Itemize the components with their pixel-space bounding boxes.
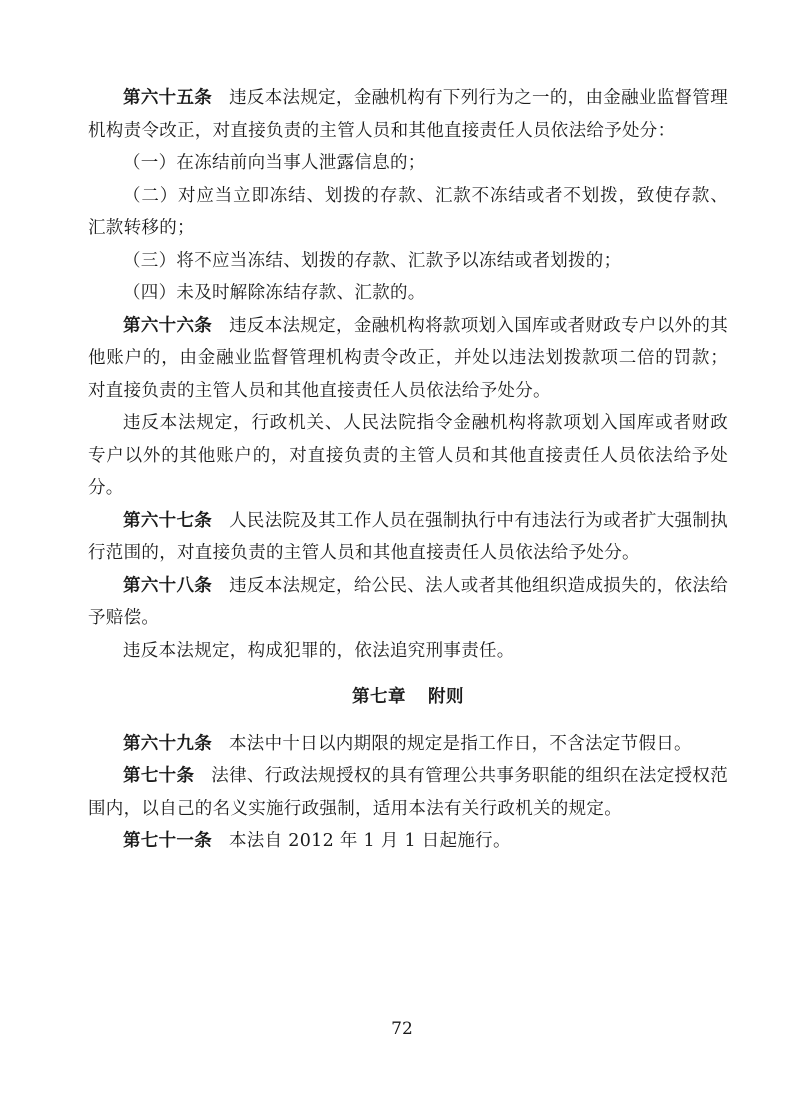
article-label: 第六十五条 — [123, 88, 213, 108]
article-65 — [88, 82, 728, 147]
chapter-heading — [88, 681, 728, 714]
article-text: 本法自 2012 年 1 月 1 日起施行。 — [229, 831, 511, 851]
list-item: （四）未及时解除冻结存款、汇款的。 — [123, 283, 426, 303]
article-text: 违反本法规定，给公民、法人或者其他组织造成损失的，依法给予赔偿。 — [88, 575, 728, 628]
article-paragraph: 违反本法规定，构成犯罪的，依法追究刑事责任。 — [123, 640, 515, 661]
article-70 — [88, 760, 728, 825]
article-label: 第六十八条 — [123, 575, 213, 596]
article-text: 违反本法规定，金融机构将款项划入国库或者财政专户以外的其他账户的，由金融业监督管理机构责令改正，并处以违法划拨款项二倍的罚款；对直接负责的主管人员和其他直接责任人员依法给予处分。 — [88, 315, 728, 401]
article-label: 第七十条 — [123, 766, 195, 786]
article-text: 违反本法规定，金融机构有下列行为之一的，由金融业监督管理机构责令改正，对直接负责的主管人员和其他直接责任人员依法给予处分： — [88, 88, 728, 141]
list-item: （一）在冻结前向当事人泄露信息的； — [123, 153, 426, 173]
article-67 — [88, 505, 728, 570]
article-label: 第六十六条 — [123, 315, 213, 336]
list-item: （三）将不应当冻结、划拨的存款、汇款予以冻结或者划拨的； — [123, 250, 622, 271]
list-item: （二）对应当立即冻结、划拨的存款、汇款不冻结或者不划拨，致使存款、汇款转移的； — [88, 185, 728, 238]
article-text: 法律、行政法规授权的具有管理公共事务职能的组织在法定授权范围内，以自己的名义实施行政强制，适用本法有关行政机关的规定。 — [88, 766, 728, 819]
document-body — [88, 82, 728, 858]
article-label: 第六十九条 — [123, 733, 212, 754]
article-paragraph: 违反本法规定，行政机关、人民法院指令金融机构将款项划入国库或者财政专户以外的其他账户的，对直接负责的主管人员和其他直接责任人员依法给予处分。 — [88, 413, 728, 498]
article-text: 人民法院及其工作人员在强制执行中有违法行为或者扩大强制执行范围的，对直接负责的主管人员和其他直接责任人员依法给予处分。 — [88, 510, 728, 563]
article-69 — [88, 728, 728, 761]
chapter-number: 第七章 — [352, 687, 406, 707]
chapter-title: 附则 — [428, 687, 464, 707]
page-number: 72 — [391, 1019, 413, 1039]
article-label: 第七十一条 — [123, 831, 212, 851]
article-68 — [88, 570, 728, 635]
article-text: 本法中十日以内期限的规定是指工作日，不含法定节假日。 — [229, 733, 692, 754]
article-label: 第六十七条 — [123, 510, 213, 531]
article-66 — [88, 310, 728, 408]
article-71 — [88, 825, 728, 858]
